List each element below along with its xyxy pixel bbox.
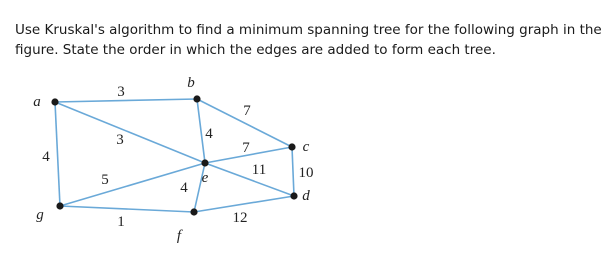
edge-weight-e-d: 11 xyxy=(251,162,267,178)
edge-weights-layer xyxy=(42,84,313,230)
edge-weight-b-e: 4 xyxy=(205,126,213,142)
vertex-label-g: g xyxy=(36,207,44,223)
edge-weight-c-d: 10 xyxy=(298,165,314,181)
edge-weight-a-b: 3 xyxy=(117,84,125,100)
edge-weight-e-g: 5 xyxy=(101,172,109,188)
edge-weight-b-c: 7 xyxy=(243,103,251,119)
edge-c-d xyxy=(292,147,294,196)
vertex-label-e: e xyxy=(201,170,209,186)
edge-g-f xyxy=(60,206,194,212)
vertex-label-d: d xyxy=(302,188,310,204)
vertex-label-c: c xyxy=(302,139,310,155)
edge-b-e xyxy=(197,99,205,163)
vertex-e xyxy=(201,159,208,166)
edge-a-g xyxy=(55,102,60,206)
edge-weight-g-f: 1 xyxy=(117,214,125,230)
edge-e-d xyxy=(205,163,294,196)
vertex-label-f: f xyxy=(176,228,182,244)
vertex-f xyxy=(190,208,197,215)
vertex-label-a: a xyxy=(33,94,41,110)
vertex-labels-layer xyxy=(33,75,310,244)
edge-weight-e-f: 4 xyxy=(180,180,188,196)
edge-a-e xyxy=(55,102,205,163)
vertex-b xyxy=(193,95,200,102)
edge-weight-a-g: 4 xyxy=(42,149,50,165)
edge-weight-e-c: 7 xyxy=(242,140,250,156)
vertex-a xyxy=(51,98,58,105)
edge-a-b xyxy=(55,99,197,102)
vertex-d xyxy=(290,192,297,199)
edges-layer xyxy=(55,99,294,212)
vertex-g xyxy=(56,202,63,209)
vertex-c xyxy=(288,143,295,150)
vertex-label-b: b xyxy=(187,75,195,91)
edge-weight-f-d: 12 xyxy=(232,210,248,226)
question-line-2: figure. State the order in which the edges are added to form each tree. xyxy=(15,42,496,58)
question-line-1: Use Kruskal's algorithm to find a minimum spanning tree for the following graph in the xyxy=(15,22,602,38)
edge-weight-a-e: 3 xyxy=(116,132,124,148)
